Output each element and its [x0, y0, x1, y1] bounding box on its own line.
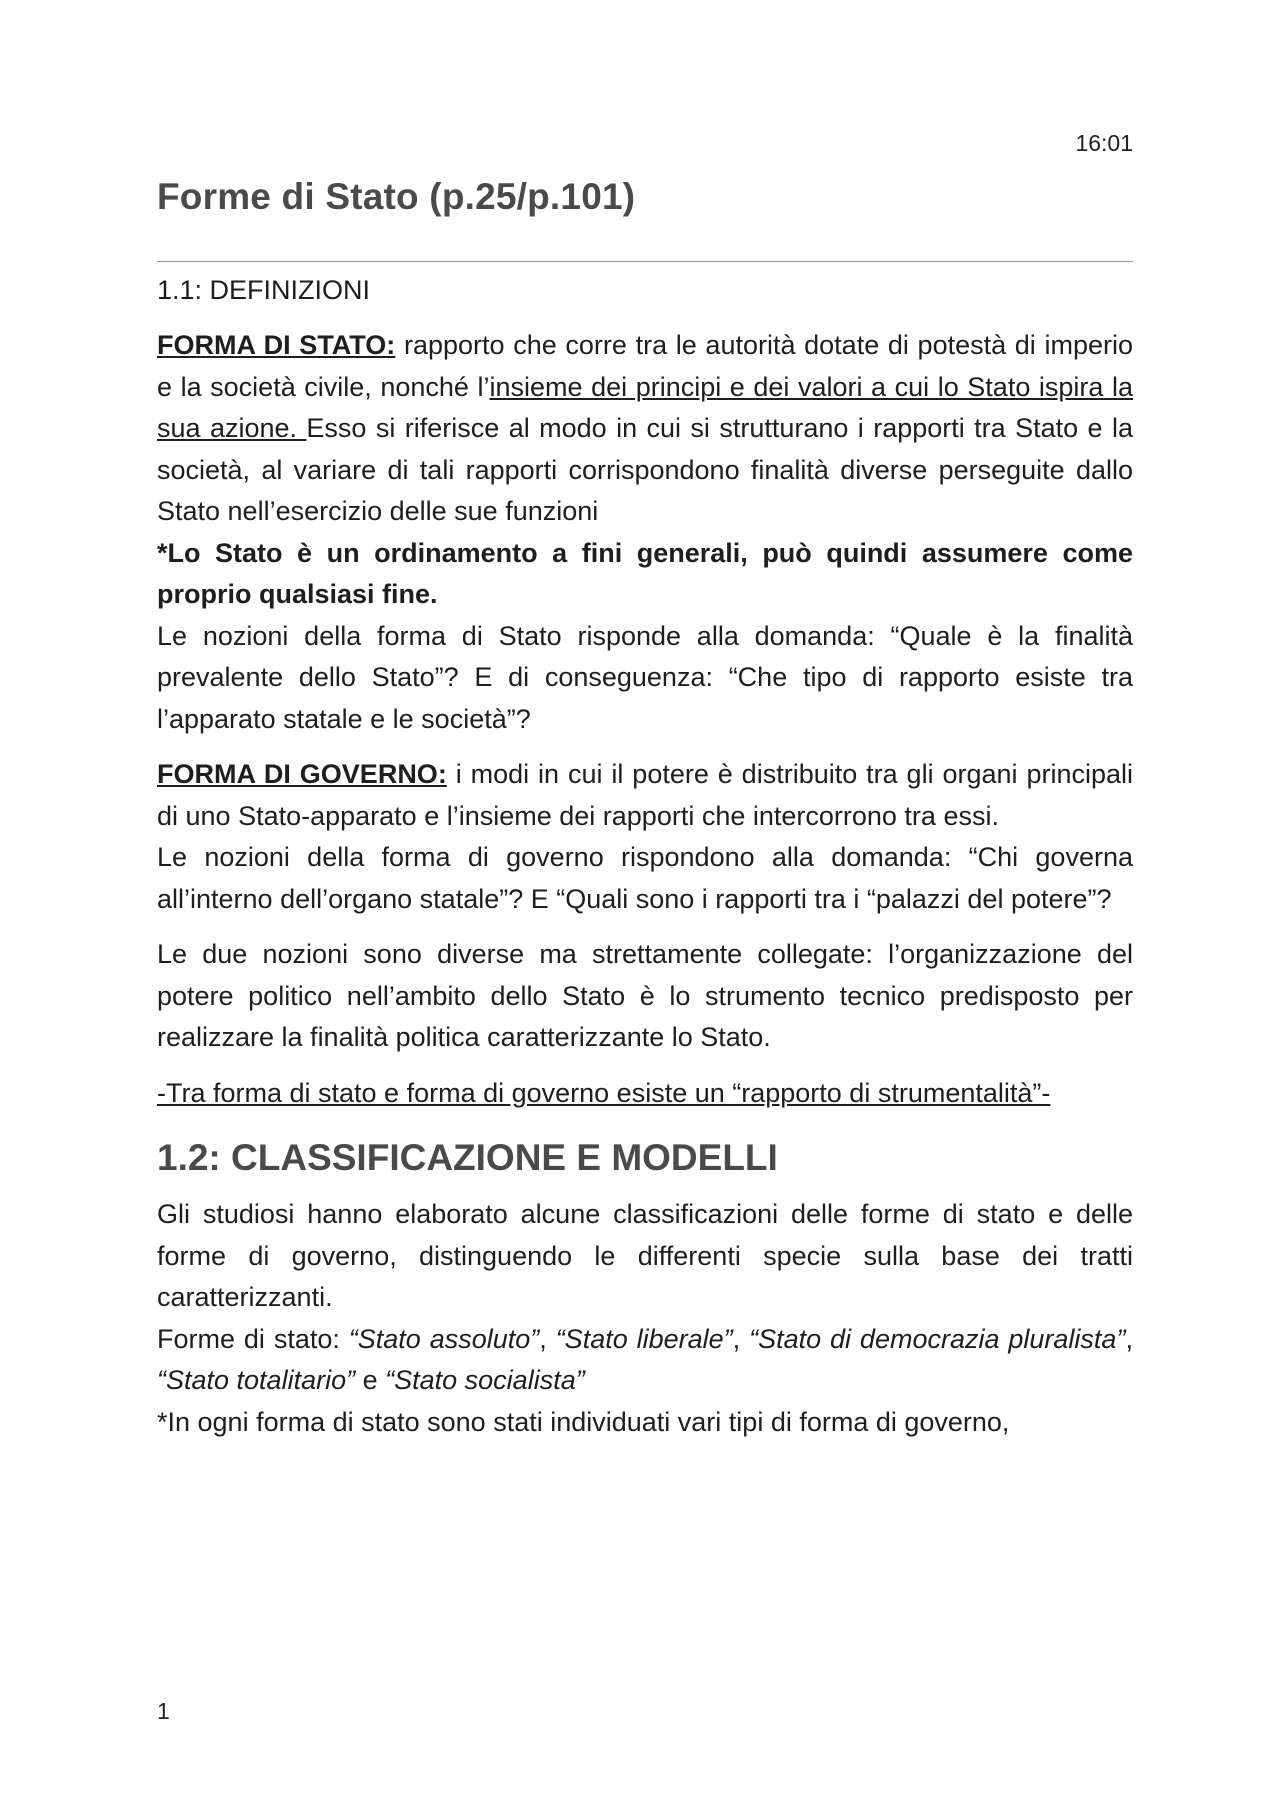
- section-heading-definizioni: 1.1: DEFINIZIONI: [157, 275, 371, 305]
- paragraph-text: Esso si riferisce al modo in cui si strutturano i rapporti tra Stato e la società, al variare di tali rapporti corrispondono finalità diverse perseguite dallo Stato nell’esercizio delle sue funzioni: [157, 413, 1133, 526]
- paragraph-forma-di-governo: [157, 754, 1133, 837]
- separator: e: [355, 1365, 386, 1395]
- document-body: [157, 325, 1133, 1443]
- paragraph-text: rapporto che corre tra le autorità dotate di potestà di imperio e la società civile, nonché l’: [157, 330, 1133, 402]
- note-ordinamento: *Lo Stato è un ordinamento a fini generali, può quindi assumere come proprio qualsiasi fine.: [157, 537, 1133, 609]
- separator: ,: [539, 1323, 556, 1354]
- timestamp: 16:01: [1075, 130, 1133, 156]
- section-heading-classificazione: 1.2: CLASSIFICAZIONE E MODELLI: [157, 1137, 778, 1178]
- paragraph-domanda-stato: Le nozioni della forma di Stato risponde alla domanda: “Quale è la finalità prevalente dello Stato”? E di conseguenza: “Che tipo di rapporto esiste tra l’apparato statale e le società”?: [157, 620, 1133, 734]
- paragraph-forma-di-stato: [157, 325, 1133, 533]
- paragraph-strumentalita: -Tra forma di stato e forma di governo esiste un “rapporto di strumentalità”-: [157, 1077, 1051, 1108]
- forms-lead: Forme di stato:: [157, 1323, 349, 1354]
- paragraph-forme-di-governo-note: *In ogni forma di stato sono stati individuati vari tipi di forma di governo,: [157, 1406, 1010, 1437]
- form-stato-socialista: “Stato socialista”: [385, 1365, 585, 1395]
- paragraph-domanda-governo: Le nozioni della forma di governo rispondono alla domanda: “Chi governa all’interno dell’organo statale”? E “Quali sono i rapporti tra i “palazzi del potere”?: [157, 842, 1133, 914]
- separator: ,: [1125, 1323, 1133, 1354]
- paragraph-collegamento: Le due nozioni sono diverse ma strettamente collegate: l’organizzazione del potere politico nell’ambito dello Stato è lo strumento tecnico predisposto per realizzare la finalità politica caratterizzante lo Stato.: [157, 939, 1133, 1052]
- form-stato-liberale: “Stato liberale”: [555, 1323, 733, 1354]
- form-stato-totalitario: “Stato totalitario”: [157, 1365, 356, 1395]
- page-number: 1: [157, 1698, 170, 1724]
- form-stato-assoluto: “Stato assoluto”: [348, 1323, 540, 1354]
- paragraph-text: i modi in cui il potere è distribuito tra gli organi principali di uno Stato-apparato e l’insieme dei rapporti che intercorrono tra essi.: [157, 759, 1133, 831]
- underlined-text: insieme dei principi e dei valori a cui lo Stato ispira la sua azione.: [157, 371, 1133, 443]
- separator: ,: [732, 1323, 750, 1354]
- title-divider: [157, 261, 1133, 262]
- term-forma-di-stato: FORMA DI STATO:: [157, 330, 396, 360]
- paragraph-classificazioni: Gli studiosi hanno elaborato alcune classificazioni delle forme di stato e delle forme di governo, distinguendo le differenti specie sulla base dei tratti caratterizzanti.: [157, 1199, 1133, 1312]
- term-forma-di-governo: FORMA DI GOVERNO:: [157, 759, 447, 789]
- document-title: Forme di Stato (p.25/p.101): [157, 176, 636, 217]
- form-stato-democrazia-pluralista: “Stato di democrazia pluralista”: [749, 1323, 1126, 1354]
- paragraph-forme-di-stato: [157, 1319, 1133, 1402]
